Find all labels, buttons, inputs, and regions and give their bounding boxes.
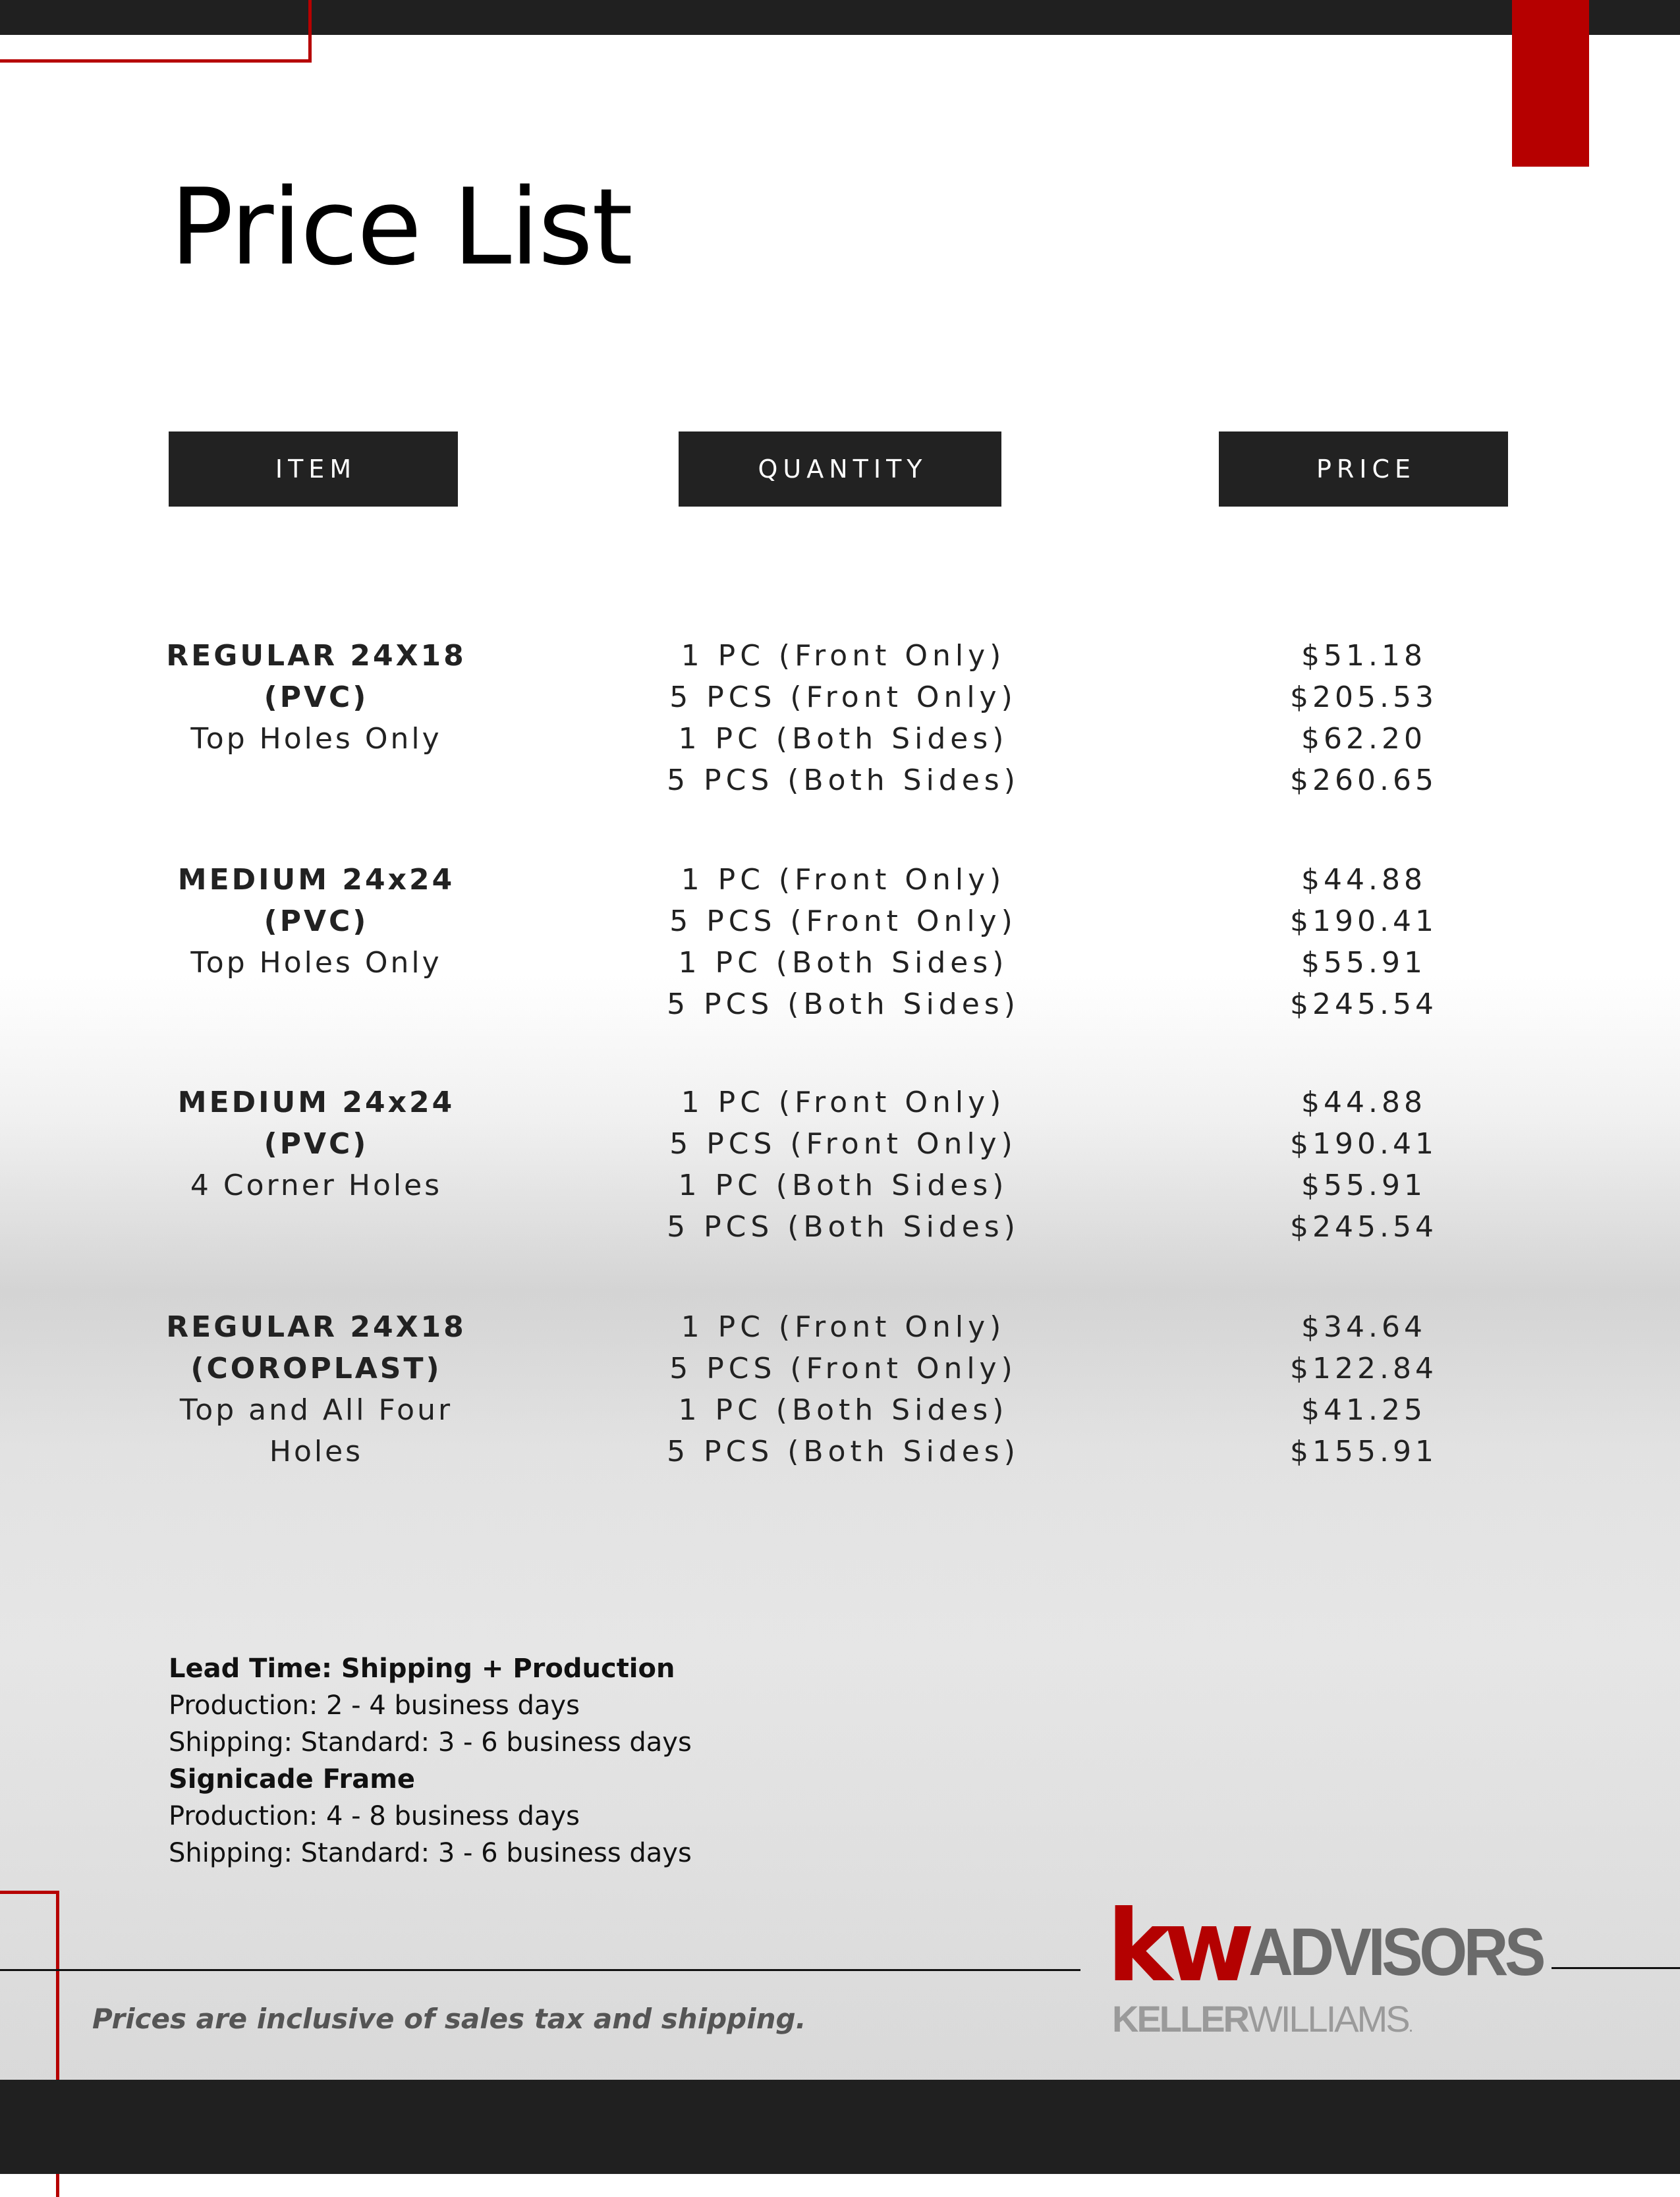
lead-shipping-note: Shipping: Standard: 3 - 6 business days bbox=[169, 1727, 692, 1758]
item-name-line: MEDIUM 24x24 bbox=[177, 1086, 455, 1119]
item-holes-line: Top Holes Only bbox=[190, 722, 442, 756]
price-value: $260.65 bbox=[1290, 764, 1438, 797]
price-value: $190.41 bbox=[1290, 1127, 1438, 1161]
column-header-item: ITEM bbox=[169, 431, 458, 507]
column-header-quantity: QUANTITY bbox=[679, 431, 1001, 507]
price-group bbox=[0, 1082, 1680, 1293]
price-value: $34.64 bbox=[1301, 1310, 1426, 1344]
page-title: Price List bbox=[170, 165, 632, 289]
item-holes-line: Top Holes Only bbox=[190, 946, 442, 980]
registered-mark: . bbox=[1408, 2015, 1412, 2036]
lead-time-notes bbox=[169, 1650, 692, 1872]
price-value: $245.54 bbox=[1290, 1210, 1438, 1244]
quantity-option: 1 PC (Both Sides) bbox=[678, 946, 1009, 980]
lead-production-note: Production: 2 - 4 business days bbox=[169, 1690, 580, 1721]
price-value: $55.91 bbox=[1301, 1169, 1426, 1202]
red-corner-frame-top bbox=[0, 0, 312, 63]
quantity-list bbox=[632, 859, 1054, 1025]
quantity-option: 5 PCS (Front Only) bbox=[669, 1352, 1017, 1385]
keller-williams-wordmark bbox=[1112, 1997, 1411, 2040]
item-material-line: (PVC) bbox=[264, 1127, 369, 1161]
quantity-list bbox=[632, 635, 1054, 801]
footer-divider-right bbox=[1552, 1967, 1680, 1969]
price-value: $245.54 bbox=[1290, 987, 1438, 1021]
price-group bbox=[0, 859, 1680, 1070]
item-name-line: REGULAR 24X18 bbox=[166, 1310, 466, 1344]
item-name-line: REGULAR 24X18 bbox=[166, 639, 466, 673]
quantity-option: 1 PC (Both Sides) bbox=[678, 1393, 1009, 1427]
quantity-option: 1 PC (Front Only) bbox=[681, 1086, 1006, 1119]
quantity-option: 5 PCS (Front Only) bbox=[669, 681, 1017, 714]
quantity-option: 1 PC (Front Only) bbox=[681, 1310, 1006, 1344]
price-value: $190.41 bbox=[1290, 904, 1438, 938]
item-description bbox=[132, 1306, 501, 1472]
advisors-wordmark: ADVISORS bbox=[1248, 1914, 1542, 1989]
price-list bbox=[1239, 859, 1489, 1025]
quantity-option: 5 PCS (Front Only) bbox=[669, 1127, 1017, 1161]
quantity-option: 5 PCS (Both Sides) bbox=[667, 987, 1020, 1021]
price-list bbox=[1239, 1306, 1489, 1472]
price-value: $44.88 bbox=[1301, 1086, 1426, 1119]
price-value: $55.91 bbox=[1301, 946, 1426, 980]
price-value: $205.53 bbox=[1290, 681, 1438, 714]
quantity-list bbox=[632, 1082, 1054, 1248]
footer-divider-left bbox=[0, 1969, 1080, 1971]
quantity-list bbox=[632, 1306, 1054, 1472]
price-value: $41.25 bbox=[1301, 1393, 1426, 1427]
price-value: $155.91 bbox=[1290, 1435, 1438, 1468]
item-holes-line: Holes bbox=[269, 1435, 364, 1468]
quantity-option: 1 PC (Both Sides) bbox=[678, 1169, 1009, 1202]
frame-heading: Signicade Frame bbox=[169, 1764, 416, 1794]
item-name-line: MEDIUM 24x24 bbox=[177, 863, 455, 897]
item-holes-line: 4 Corner Holes bbox=[190, 1169, 443, 1202]
frame-production-note: Production: 4 - 8 business days bbox=[169, 1801, 580, 1831]
item-description bbox=[132, 859, 501, 984]
item-description bbox=[132, 1082, 501, 1206]
kw-logo-mark: kw bbox=[1107, 1889, 1246, 2004]
quantity-option: 5 PCS (Both Sides) bbox=[667, 1435, 1020, 1468]
quantity-option: 5 PCS (Front Only) bbox=[669, 904, 1017, 938]
price-value: $62.20 bbox=[1301, 722, 1426, 756]
item-material-line: (PVC) bbox=[264, 904, 369, 938]
item-holes-line: Top and All Four bbox=[179, 1393, 453, 1427]
quantity-option: 1 PC (Front Only) bbox=[681, 863, 1006, 897]
price-value: $44.88 bbox=[1301, 863, 1426, 897]
price-value: $122.84 bbox=[1290, 1352, 1438, 1385]
item-description bbox=[132, 635, 501, 760]
quantity-option: 5 PCS (Both Sides) bbox=[667, 1210, 1020, 1244]
frame-shipping-note: Shipping: Standard: 3 - 6 business days bbox=[169, 1838, 692, 1868]
price-value: $51.18 bbox=[1301, 639, 1426, 673]
bottom-bar bbox=[0, 2080, 1680, 2174]
footnote: Prices are inclusive of sales tax and shipping. bbox=[92, 2003, 806, 2035]
price-list bbox=[1239, 1082, 1489, 1248]
lead-time-heading: Lead Time: Shipping + Production bbox=[169, 1654, 675, 1684]
quantity-option: 1 PC (Front Only) bbox=[681, 639, 1006, 673]
item-material-line: (PVC) bbox=[264, 681, 369, 714]
price-group bbox=[0, 635, 1680, 846]
price-list bbox=[1239, 635, 1489, 801]
price-group bbox=[0, 1306, 1680, 1517]
item-material-line: (COROPLAST) bbox=[190, 1352, 442, 1385]
column-header-price: PRICE bbox=[1219, 431, 1508, 507]
quantity-option: 5 PCS (Both Sides) bbox=[667, 764, 1020, 797]
keller-word: KELLER bbox=[1112, 1998, 1248, 2040]
red-accent-rectangle bbox=[1512, 0, 1589, 167]
quantity-option: 1 PC (Both Sides) bbox=[678, 722, 1009, 756]
kw-advisors-logo bbox=[1107, 1889, 1542, 2040]
williams-word: WILLIAMS bbox=[1248, 1998, 1409, 2040]
